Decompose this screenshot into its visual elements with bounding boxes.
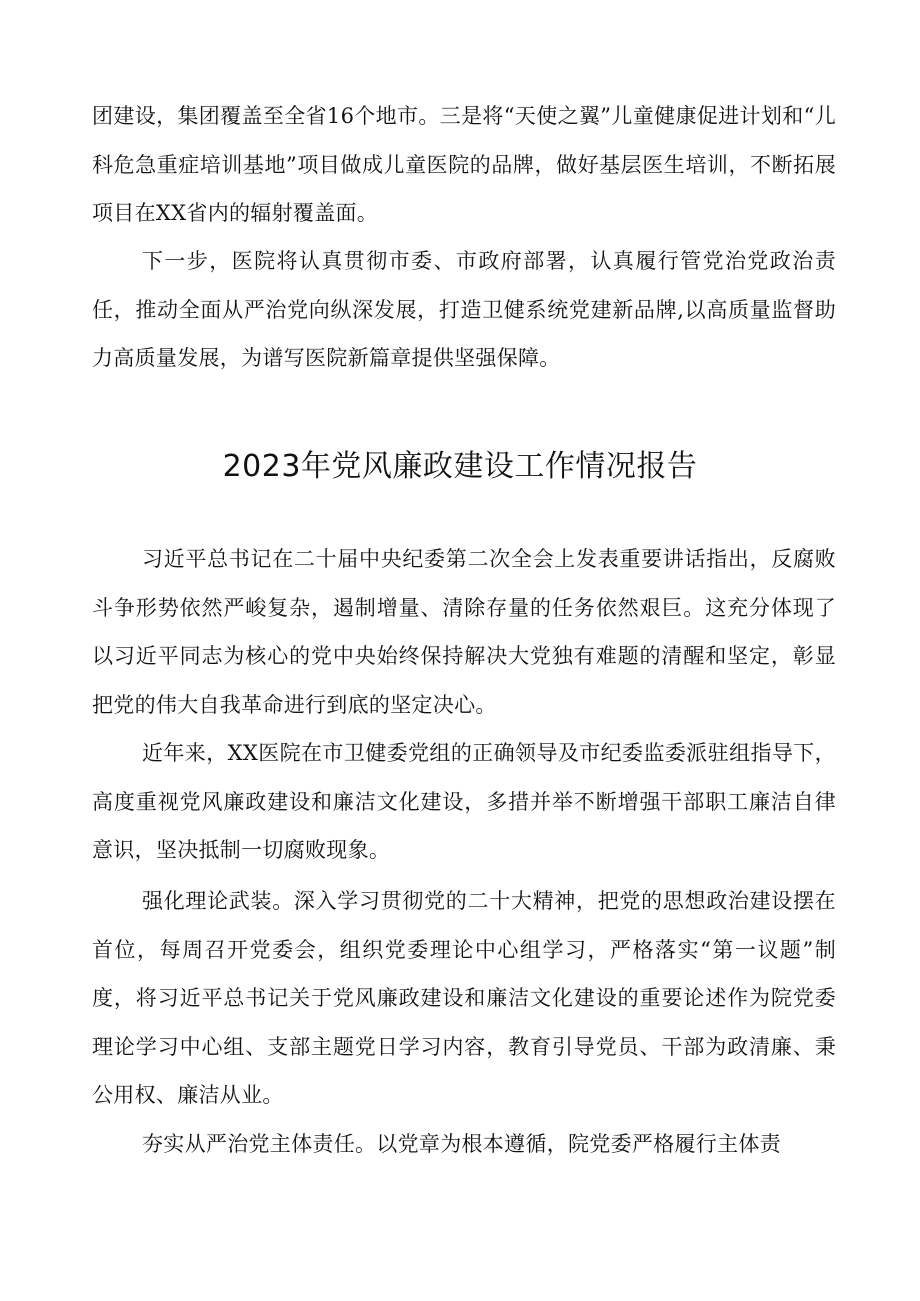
paragraph-intro: 习近平总书记在二十届中央纪委第二次全会上发表重要讲话指出，反腐败斗争形势依然严峻复杂，遏制增量、清除存量的任务依然艰巨。这充分体现了以习近平同志为核心的党中央始终保持解决大党独有难题的清醒和坚定，彰显把党的伟大自我革命进行到底的坚定决心。	[92, 547, 836, 717]
paragraph-theory: 强化理论武装。深入学习贯彻党的二十大精神，把党的思想政治建设摆在首位，每周召开党委会，组织党委理论中心组学习，严格落实“第一议题”制度，将习近平总书记关于党风廉政建设和廉洁文化建设的重要论述作为院党委理论学习中心组、支部主题党日学习内容，教育引导党员、干部为政清廉、秉公用权、廉洁从业。	[92, 889, 836, 1107]
paragraph-next-steps: 下一步，医院将认真贯彻市委、市政府部署，认真履行管党治党政治责任，推动全面从严治党向纵深发展，打造卫健系统党建新品牌,以高质量监督助力高质量发展，为谱写医院新篇章提供坚强保障。	[92, 249, 836, 370]
paragraph-recent-years: 近年来，XX医院在市卫健委党组的正确领导及市纪委监委派驻组指导下，高度重视党风廉政建设和廉洁文化建设，多措并举不断增强干部职工廉洁自律意识，坚决抵制一切腐败现象。	[92, 741, 836, 862]
report-title: 2023年党风廉政建设工作情况报告	[222, 449, 698, 484]
paragraph-responsibility: 夯实从严治党主体责任。以党章为根本遵循，院党委严格履行主体责	[142, 1132, 781, 1156]
paragraph-continuation: 团建设，集团覆盖至全省16个地市。三是将“天使之翼”儿童健康促进计划和“儿科危急重症培训基地”项目做成儿童医院的品牌，做好基层医生培训，不断拓展项目在XX省内的辐射覆盖面。	[92, 104, 836, 225]
